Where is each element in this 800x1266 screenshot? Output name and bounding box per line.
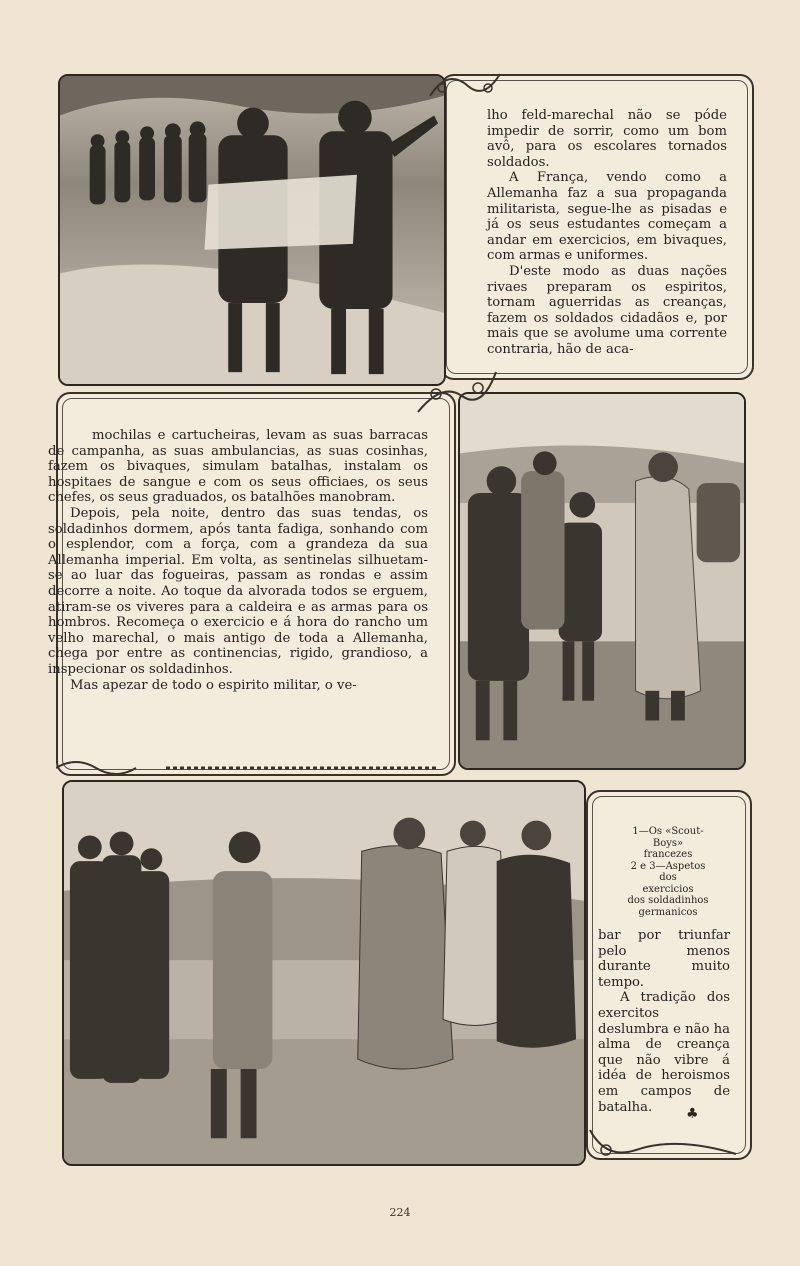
caption-line: dos — [659, 872, 677, 883]
clover-ornament-icon: ♣ — [686, 1106, 699, 1122]
caption-line: Boys» — [652, 837, 684, 849]
ornament-divider — [56, 756, 456, 780]
ornament-scroll-bottom — [586, 1120, 746, 1170]
paragraph: A tradição dos exercitos deslumbra e não ha alma de creança que não vibre á idéa de heroismos em campos de batalha. — [598, 990, 730, 1115]
page-number: 224 — [389, 1206, 411, 1219]
photo-german-cadets-inspection — [458, 392, 746, 770]
photo-field-marshal-review — [62, 780, 586, 1166]
paragraph: lho feld-marechal não se póde impedir de sorrir, como um bom avô, para os escolares tornados soldados. — [487, 108, 727, 170]
photo-1-image — [60, 76, 444, 384]
paragraph: Depois, pela noite, dentro das suas tendas, os soldadinhos dormem, após tanta fadiga, sonhando com o esplendor, com a força, com a grandeza da sua Allemanha imperial. Em volta, as sentinelas silhuetam-se ao luar das fogueiras, passam as rondas e assim decorre a noite. Ao toque da alvorada todos se erguem, atiram-se os viveres para a caldeira e as armas para os hombros. Recomeça o exercicio e á hora do rancho um velho marechal, o mais antigo de toda a Allemanha, chega por entre as continencias, rigido, grandioso, a inspecionar os soldadinhos. — [48, 505, 428, 677]
ornament-scroll-top — [428, 66, 508, 106]
caption-line: exercicios — [642, 883, 694, 895]
paragraph: Mas apezar de todo o espirito militar, o ve- — [70, 677, 357, 693]
caption-line: francezes — [643, 849, 693, 860]
photo-3-image — [64, 782, 584, 1164]
paragraph: D'este modo as duas nações rivaes preparam os espiritos, tornam aguerridas as creanças, fazem os soldados cidadãos e, por mais que se avolume uma corrente contraria, hão de aca- — [487, 263, 727, 357]
paragraph: bar por triunfar pelo menos durante muito tempo. — [598, 928, 730, 990]
caption-line: germanicos — [638, 906, 698, 918]
caption-line: 2 e 3—Aspetos — [630, 860, 706, 872]
photo-scout-boys — [58, 74, 446, 386]
ornament-scroll-middle — [412, 352, 502, 422]
paragraph: A França, vendo como a Allemanha faz a sua propaganda militarista, segue-lhe as pisadas e já os seus estudantes começam a andar em exercicios, em bivaques, com armas e uniformes. — [487, 170, 727, 264]
caption-line: dos soldadinhos — [627, 895, 709, 906]
photo-2-image — [460, 394, 744, 768]
text-block-bottom-right — [598, 928, 730, 1115]
text-block-top-right — [487, 108, 727, 358]
paragraph: mochilas e cartucheiras, levam as suas barracas de campanha, as suas ambulancias, as suas cosinhas, fazem os bivaques, simulam batalhas, instalam os hospitaes de sangue e com os seus officiaes, os seus chefes, os seus graduados, os batalhões manobram. — [48, 428, 428, 506]
photo-caption — [604, 826, 732, 918]
caption-line: 1—Os «Scout- — [632, 826, 704, 837]
text-block-middle-left — [48, 428, 428, 693]
